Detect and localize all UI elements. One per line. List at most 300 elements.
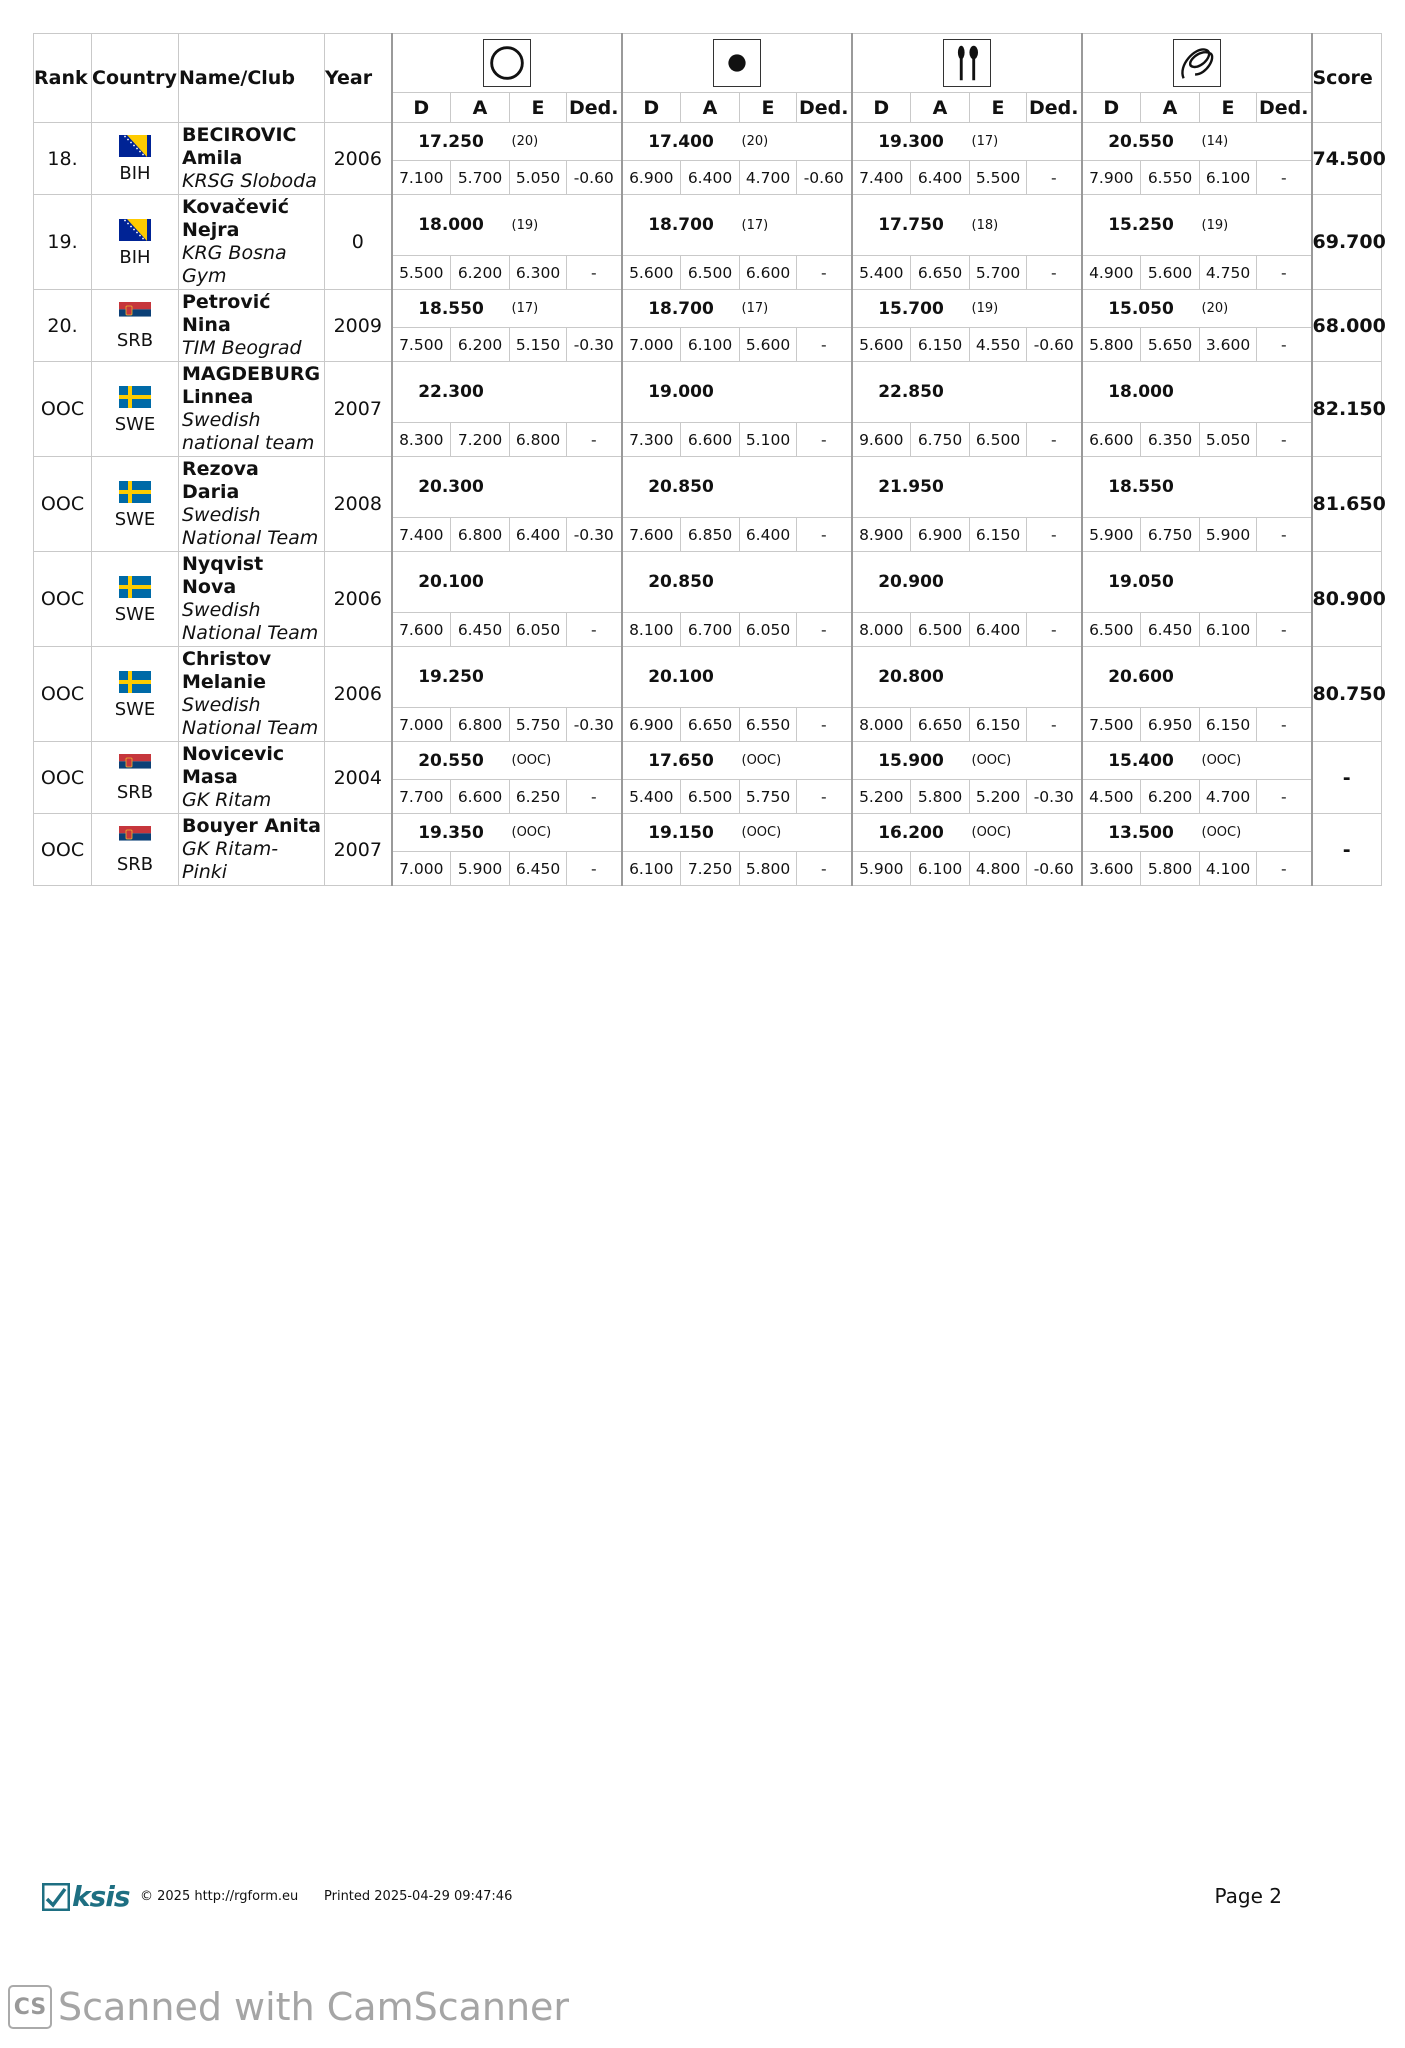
header-apparatus-hoop <box>392 34 622 93</box>
header-d: D <box>622 93 681 123</box>
apparatus-total: 15.700 <box>852 290 970 328</box>
ribbon-icon <box>1173 39 1221 87</box>
athlete-row-top <box>34 552 1382 613</box>
apparatus-total: 20.100 <box>392 552 510 613</box>
a-score: 6.100 <box>681 328 740 362</box>
a-score: 5.650 <box>1141 328 1200 362</box>
athlete-club: Swedish National Team <box>182 599 319 644</box>
header-ded: Ded. <box>797 93 852 123</box>
d-score: 3.600 <box>1082 852 1141 886</box>
header-ded: Ded. <box>1257 93 1312 123</box>
apparatus-rank: (20) <box>1200 290 1312 328</box>
country-cell <box>92 742 179 814</box>
rank-cell: 19. <box>34 195 92 290</box>
apparatus-total: 18.700 <box>622 290 740 328</box>
hoop-icon <box>483 39 531 87</box>
ded-score: - <box>1027 708 1082 742</box>
header-e: E <box>970 93 1027 123</box>
score-cell: 80.750 <box>1312 647 1382 742</box>
a-score: 6.650 <box>911 256 970 290</box>
apparatus-rank <box>1200 552 1312 613</box>
apparatus-rank: (20) <box>740 123 852 161</box>
apparatus-rank: (17) <box>510 290 622 328</box>
e-score: 6.600 <box>740 256 797 290</box>
a-score: 6.650 <box>911 708 970 742</box>
header-ded: Ded. <box>1027 93 1082 123</box>
a-score: 6.750 <box>1141 518 1200 552</box>
apparatus-total: 20.800 <box>852 647 970 708</box>
apparatus-total: 18.700 <box>622 195 740 256</box>
ded-score: - <box>567 423 622 457</box>
e-score: 5.200 <box>970 780 1027 814</box>
d-score: 7.500 <box>1082 708 1141 742</box>
apparatus-total: 20.850 <box>622 457 740 518</box>
rank-cell: OOC <box>34 457 92 552</box>
e-score: 5.500 <box>970 161 1027 195</box>
apparatus-total: 17.400 <box>622 123 740 161</box>
apparatus-total: 19.150 <box>622 814 740 852</box>
score-cell: 80.900 <box>1312 552 1382 647</box>
apparatus-total: 19.050 <box>1082 552 1200 613</box>
apparatus-total: 15.250 <box>1082 195 1200 256</box>
rank-cell: OOC <box>34 362 92 457</box>
ksis-logo <box>42 1880 130 1913</box>
header-rank: Rank <box>34 34 92 123</box>
name-club-cell <box>179 123 325 195</box>
e-score: 6.550 <box>740 708 797 742</box>
e-score: 4.700 <box>740 161 797 195</box>
year-cell: 2009 <box>325 290 392 362</box>
e-score: 6.300 <box>510 256 567 290</box>
ded-score: -0.30 <box>567 518 622 552</box>
apparatus-total: 20.600 <box>1082 647 1200 708</box>
e-score: 4.750 <box>1200 256 1257 290</box>
a-score: 6.500 <box>911 613 970 647</box>
ksis-logo-icon <box>42 1883 70 1911</box>
athlete-club: Swedish National Team <box>182 504 319 549</box>
ded-score: -0.30 <box>567 328 622 362</box>
flag-srb-icon <box>119 302 151 324</box>
flag-bih-icon <box>119 219 151 241</box>
apparatus-rank: (OOC) <box>740 814 852 852</box>
rank-cell: 18. <box>34 123 92 195</box>
apparatus-rank: (20) <box>510 123 622 161</box>
a-score: 6.200 <box>451 328 510 362</box>
ded-score: -0.60 <box>1027 328 1082 362</box>
header-d: D <box>1082 93 1141 123</box>
d-score: 8.100 <box>622 613 681 647</box>
printed-timestamp: Printed 2025-04-29 09:47:46 <box>324 1889 513 1904</box>
apparatus-rank: (19) <box>510 195 622 256</box>
e-score: 6.250 <box>510 780 567 814</box>
country-cell <box>92 457 179 552</box>
athlete-club: KRSG Sloboda <box>182 170 317 192</box>
d-score: 6.600 <box>1082 423 1141 457</box>
apparatus-rank <box>1200 647 1312 708</box>
name-club-cell <box>179 647 325 742</box>
athlete-row-top <box>34 457 1382 518</box>
athlete-name: Petrović Nina <box>182 291 271 336</box>
country-cell <box>92 123 179 195</box>
e-score: 6.400 <box>510 518 567 552</box>
country-code: BIH <box>119 246 151 268</box>
e-score: 5.800 <box>740 852 797 886</box>
score-cell: - <box>1312 814 1382 886</box>
ded-score: - <box>797 256 852 290</box>
a-score: 6.800 <box>451 708 510 742</box>
name-club-cell <box>179 362 325 457</box>
flag-bih-icon <box>119 135 151 157</box>
athlete-club: Swedish national team <box>182 409 315 454</box>
ded-score: - <box>567 256 622 290</box>
e-score: 6.500 <box>970 423 1027 457</box>
ded-score: - <box>1257 780 1312 814</box>
apparatus-rank: (OOC) <box>510 742 622 780</box>
d-score: 4.500 <box>1082 780 1141 814</box>
ded-score: - <box>797 423 852 457</box>
athlete-club: GK Ritam <box>182 789 272 811</box>
d-score: 8.900 <box>852 518 911 552</box>
header-ded: Ded. <box>567 93 622 123</box>
e-score: 5.150 <box>510 328 567 362</box>
apparatus-rank <box>970 552 1082 613</box>
ded-score: -0.60 <box>797 161 852 195</box>
page-footer <box>42 1880 1282 1914</box>
country-cell <box>92 195 179 290</box>
athlete-name: Rezova Daria <box>182 458 259 503</box>
header-e: E <box>740 93 797 123</box>
d-score: 7.000 <box>392 852 451 886</box>
a-score: 6.400 <box>911 161 970 195</box>
name-club-cell <box>179 290 325 362</box>
e-score: 5.900 <box>1200 518 1257 552</box>
apparatus-rank: (17) <box>740 290 852 328</box>
athlete-row-top <box>34 814 1382 852</box>
table-body <box>34 123 1386 886</box>
year-cell: 2007 <box>325 362 392 457</box>
apparatus-total: 19.350 <box>392 814 510 852</box>
apparatus-total: 19.300 <box>852 123 970 161</box>
apparatus-total: 15.400 <box>1082 742 1200 780</box>
year-cell: 2006 <box>325 647 392 742</box>
ded-score: - <box>1027 161 1082 195</box>
apparatus-total: 17.750 <box>852 195 970 256</box>
d-score: 7.000 <box>622 328 681 362</box>
d-score: 6.900 <box>622 708 681 742</box>
ded-score: - <box>1027 518 1082 552</box>
apparatus-rank <box>970 362 1082 423</box>
athlete-name: Kovačević Nejra <box>182 196 289 241</box>
apparatus-total: 20.850 <box>622 552 740 613</box>
flag-srb-icon <box>119 826 151 848</box>
apparatus-rank: (OOC) <box>510 814 622 852</box>
ded-score: - <box>1257 852 1312 886</box>
name-club-cell <box>179 742 325 814</box>
e-score: 6.800 <box>510 423 567 457</box>
e-score: 6.150 <box>1200 708 1257 742</box>
name-club-cell <box>179 195 325 290</box>
d-score: 7.300 <box>622 423 681 457</box>
a-score: 6.200 <box>451 256 510 290</box>
apparatus-rank: (OOC) <box>740 742 852 780</box>
apparatus-rank <box>740 647 852 708</box>
header-e: E <box>510 93 567 123</box>
a-score: 7.200 <box>451 423 510 457</box>
flag-swe-icon <box>119 386 151 408</box>
apparatus-total: 20.900 <box>852 552 970 613</box>
d-score: 7.500 <box>392 328 451 362</box>
d-score: 4.900 <box>1082 256 1141 290</box>
ded-score: - <box>1257 708 1312 742</box>
ded-score: - <box>1257 518 1312 552</box>
flag-swe-icon <box>119 576 151 598</box>
year-cell: 2007 <box>325 814 392 886</box>
apparatus-rank: (OOC) <box>1200 814 1312 852</box>
apparatus-total: 20.300 <box>392 457 510 518</box>
athlete-row-top <box>34 290 1382 328</box>
apparatus-rank <box>740 362 852 423</box>
apparatus-rank <box>510 457 622 518</box>
results-table <box>33 33 1386 886</box>
apparatus-total: 19.000 <box>622 362 740 423</box>
apparatus-rank: (14) <box>1200 123 1312 161</box>
country-code: SWE <box>114 603 156 625</box>
header-apparatus-ribbon <box>1082 34 1312 93</box>
flag-swe-icon <box>119 481 151 503</box>
ded-score: - <box>567 613 622 647</box>
country-cell <box>92 290 179 362</box>
a-score: 6.700 <box>681 613 740 647</box>
d-score: 7.900 <box>1082 161 1141 195</box>
apparatus-total: 22.300 <box>392 362 510 423</box>
e-score: 5.600 <box>740 328 797 362</box>
header-d: D <box>392 93 451 123</box>
apparatus-rank <box>740 457 852 518</box>
name-club-cell <box>179 552 325 647</box>
d-score: 5.200 <box>852 780 911 814</box>
apparatus-total: 13.500 <box>1082 814 1200 852</box>
header-score: Score <box>1312 34 1382 123</box>
athlete-club: TIM Beograd <box>182 337 302 359</box>
a-score: 6.350 <box>1141 423 1200 457</box>
e-score: 6.400 <box>740 518 797 552</box>
apparatus-total: 15.900 <box>852 742 970 780</box>
apparatus-total: 15.050 <box>1082 290 1200 328</box>
a-score: 6.450 <box>451 613 510 647</box>
country-code: SWE <box>114 413 156 435</box>
header-year: Year <box>325 34 392 123</box>
athlete-club: KRG Bosna Gym <box>182 242 287 287</box>
a-score: 6.500 <box>681 256 740 290</box>
score-cell: 68.000 <box>1312 290 1382 362</box>
a-score: 6.450 <box>1141 613 1200 647</box>
e-score: 5.700 <box>970 256 1027 290</box>
ded-score: -0.30 <box>1027 780 1082 814</box>
rank-cell: OOC <box>34 647 92 742</box>
country-cell <box>92 362 179 457</box>
e-score: 5.100 <box>740 423 797 457</box>
apparatus-total: 20.550 <box>392 742 510 780</box>
apparatus-rank <box>1200 362 1312 423</box>
athlete-name: Novicevic Masa <box>182 743 285 788</box>
camscanner-icon: CS <box>8 1985 52 2029</box>
header-d: D <box>852 93 911 123</box>
header-apparatus-clubs <box>852 34 1082 93</box>
apparatus-total: 22.850 <box>852 362 970 423</box>
country-cell <box>92 647 179 742</box>
e-score: 6.150 <box>970 518 1027 552</box>
apparatus-rank <box>510 647 622 708</box>
e-score: 3.600 <box>1200 328 1257 362</box>
d-score: 5.600 <box>852 328 911 362</box>
ded-score: - <box>797 708 852 742</box>
name-club-cell <box>179 457 325 552</box>
year-cell: 2008 <box>325 457 392 552</box>
header-country: Country <box>92 34 179 123</box>
athlete-name: BECIROVIC Amila <box>182 124 297 169</box>
flag-srb-icon <box>119 754 151 776</box>
d-score: 6.900 <box>622 161 681 195</box>
apparatus-rank <box>970 647 1082 708</box>
country-code: SRB <box>116 330 154 351</box>
d-score: 7.600 <box>392 613 451 647</box>
rank-cell: OOC <box>34 814 92 886</box>
athlete-name: Nyqvist Nova <box>182 553 264 598</box>
e-score: 4.700 <box>1200 780 1257 814</box>
apparatus-total: 18.550 <box>392 290 510 328</box>
a-score: 6.150 <box>911 328 970 362</box>
athlete-name: MAGDEBURG Linnea <box>182 363 321 408</box>
year-cell: 0 <box>325 195 392 290</box>
clubs-icon <box>943 39 991 87</box>
a-score: 6.750 <box>911 423 970 457</box>
apparatus-rank: (OOC) <box>970 742 1082 780</box>
d-score: 8.000 <box>852 708 911 742</box>
a-score: 6.650 <box>681 708 740 742</box>
e-score: 6.100 <box>1200 161 1257 195</box>
e-score: 4.100 <box>1200 852 1257 886</box>
ded-score: - <box>797 852 852 886</box>
apparatus-total: 18.550 <box>1082 457 1200 518</box>
apparatus-total: 18.000 <box>392 195 510 256</box>
page-number: Page 2 <box>1214 1884 1282 1908</box>
header-e: E <box>1200 93 1257 123</box>
a-score: 7.250 <box>681 852 740 886</box>
apparatus-rank: (17) <box>970 123 1082 161</box>
e-score: 5.750 <box>510 708 567 742</box>
ded-score: - <box>797 613 852 647</box>
apparatus-rank: (19) <box>970 290 1082 328</box>
d-score: 7.400 <box>852 161 911 195</box>
score-cell: 81.650 <box>1312 457 1382 552</box>
d-score: 5.900 <box>852 852 911 886</box>
country-cell <box>92 552 179 647</box>
ded-score: - <box>1257 328 1312 362</box>
name-club-cell <box>179 814 325 886</box>
apparatus-rank <box>510 552 622 613</box>
copyright-link[interactable]: © 2025 http://rgform.eu <box>140 1889 299 1904</box>
apparatus-total: 20.550 <box>1082 123 1200 161</box>
athlete-row-top <box>34 123 1382 161</box>
athlete-club: Swedish National Team <box>182 694 319 739</box>
rank-cell: 20. <box>34 290 92 362</box>
ded-score: - <box>797 328 852 362</box>
apparatus-total: 19.250 <box>392 647 510 708</box>
a-score: 6.950 <box>1141 708 1200 742</box>
header-a: A <box>1141 93 1200 123</box>
d-score: 5.400 <box>622 780 681 814</box>
country-code: SWE <box>114 698 156 720</box>
score-cell: 82.150 <box>1312 362 1382 457</box>
a-score: 5.800 <box>911 780 970 814</box>
header-a: A <box>681 93 740 123</box>
e-score: 5.050 <box>1200 423 1257 457</box>
a-score: 6.850 <box>681 518 740 552</box>
ded-score: - <box>1257 256 1312 290</box>
a-score: 6.100 <box>911 852 970 886</box>
a-score: 6.600 <box>451 780 510 814</box>
a-score: 6.550 <box>1141 161 1200 195</box>
apparatus-rank <box>1200 457 1312 518</box>
a-score: 5.600 <box>1141 256 1200 290</box>
ded-score: - <box>1257 161 1312 195</box>
country-cell <box>92 814 179 886</box>
apparatus-rank <box>510 362 622 423</box>
score-cell: - <box>1312 742 1382 814</box>
a-score: 6.400 <box>681 161 740 195</box>
ded-score: - <box>567 780 622 814</box>
e-score: 6.400 <box>970 613 1027 647</box>
e-score: 6.050 <box>510 613 567 647</box>
score-cell: 74.500 <box>1312 123 1382 195</box>
e-score: 5.750 <box>740 780 797 814</box>
d-score: 5.400 <box>852 256 911 290</box>
a-score: 5.900 <box>451 852 510 886</box>
ball-icon <box>713 39 761 87</box>
apparatus-total: 17.250 <box>392 123 510 161</box>
table-header <box>34 34 1382 123</box>
ded-score: - <box>1027 423 1082 457</box>
athlete-row-top <box>34 742 1382 780</box>
d-score: 7.400 <box>392 518 451 552</box>
a-score: 6.200 <box>1141 780 1200 814</box>
ded-score: - <box>1027 256 1082 290</box>
d-score: 7.600 <box>622 518 681 552</box>
e-score: 4.550 <box>970 328 1027 362</box>
a-score: 6.600 <box>681 423 740 457</box>
d-score: 6.100 <box>622 852 681 886</box>
ded-score: - <box>797 518 852 552</box>
ded-score: - <box>797 780 852 814</box>
d-score: 9.600 <box>852 423 911 457</box>
country-code: SWE <box>114 508 156 530</box>
rank-cell: OOC <box>34 552 92 647</box>
country-code: BIH <box>119 163 151 184</box>
d-score: 5.800 <box>1082 328 1141 362</box>
apparatus-total: 20.100 <box>622 647 740 708</box>
ded-score: -0.60 <box>567 161 622 195</box>
apparatus-total: 18.000 <box>1082 362 1200 423</box>
header-a: A <box>911 93 970 123</box>
ded-score: - <box>1257 423 1312 457</box>
scanner-text: Scanned with CamScanner <box>58 1985 570 2029</box>
apparatus-rank <box>970 457 1082 518</box>
flag-swe-icon <box>119 671 151 693</box>
ded-score: -0.60 <box>1027 852 1082 886</box>
d-score: 8.300 <box>392 423 451 457</box>
header-a: A <box>451 93 510 123</box>
year-cell: 2006 <box>325 552 392 647</box>
